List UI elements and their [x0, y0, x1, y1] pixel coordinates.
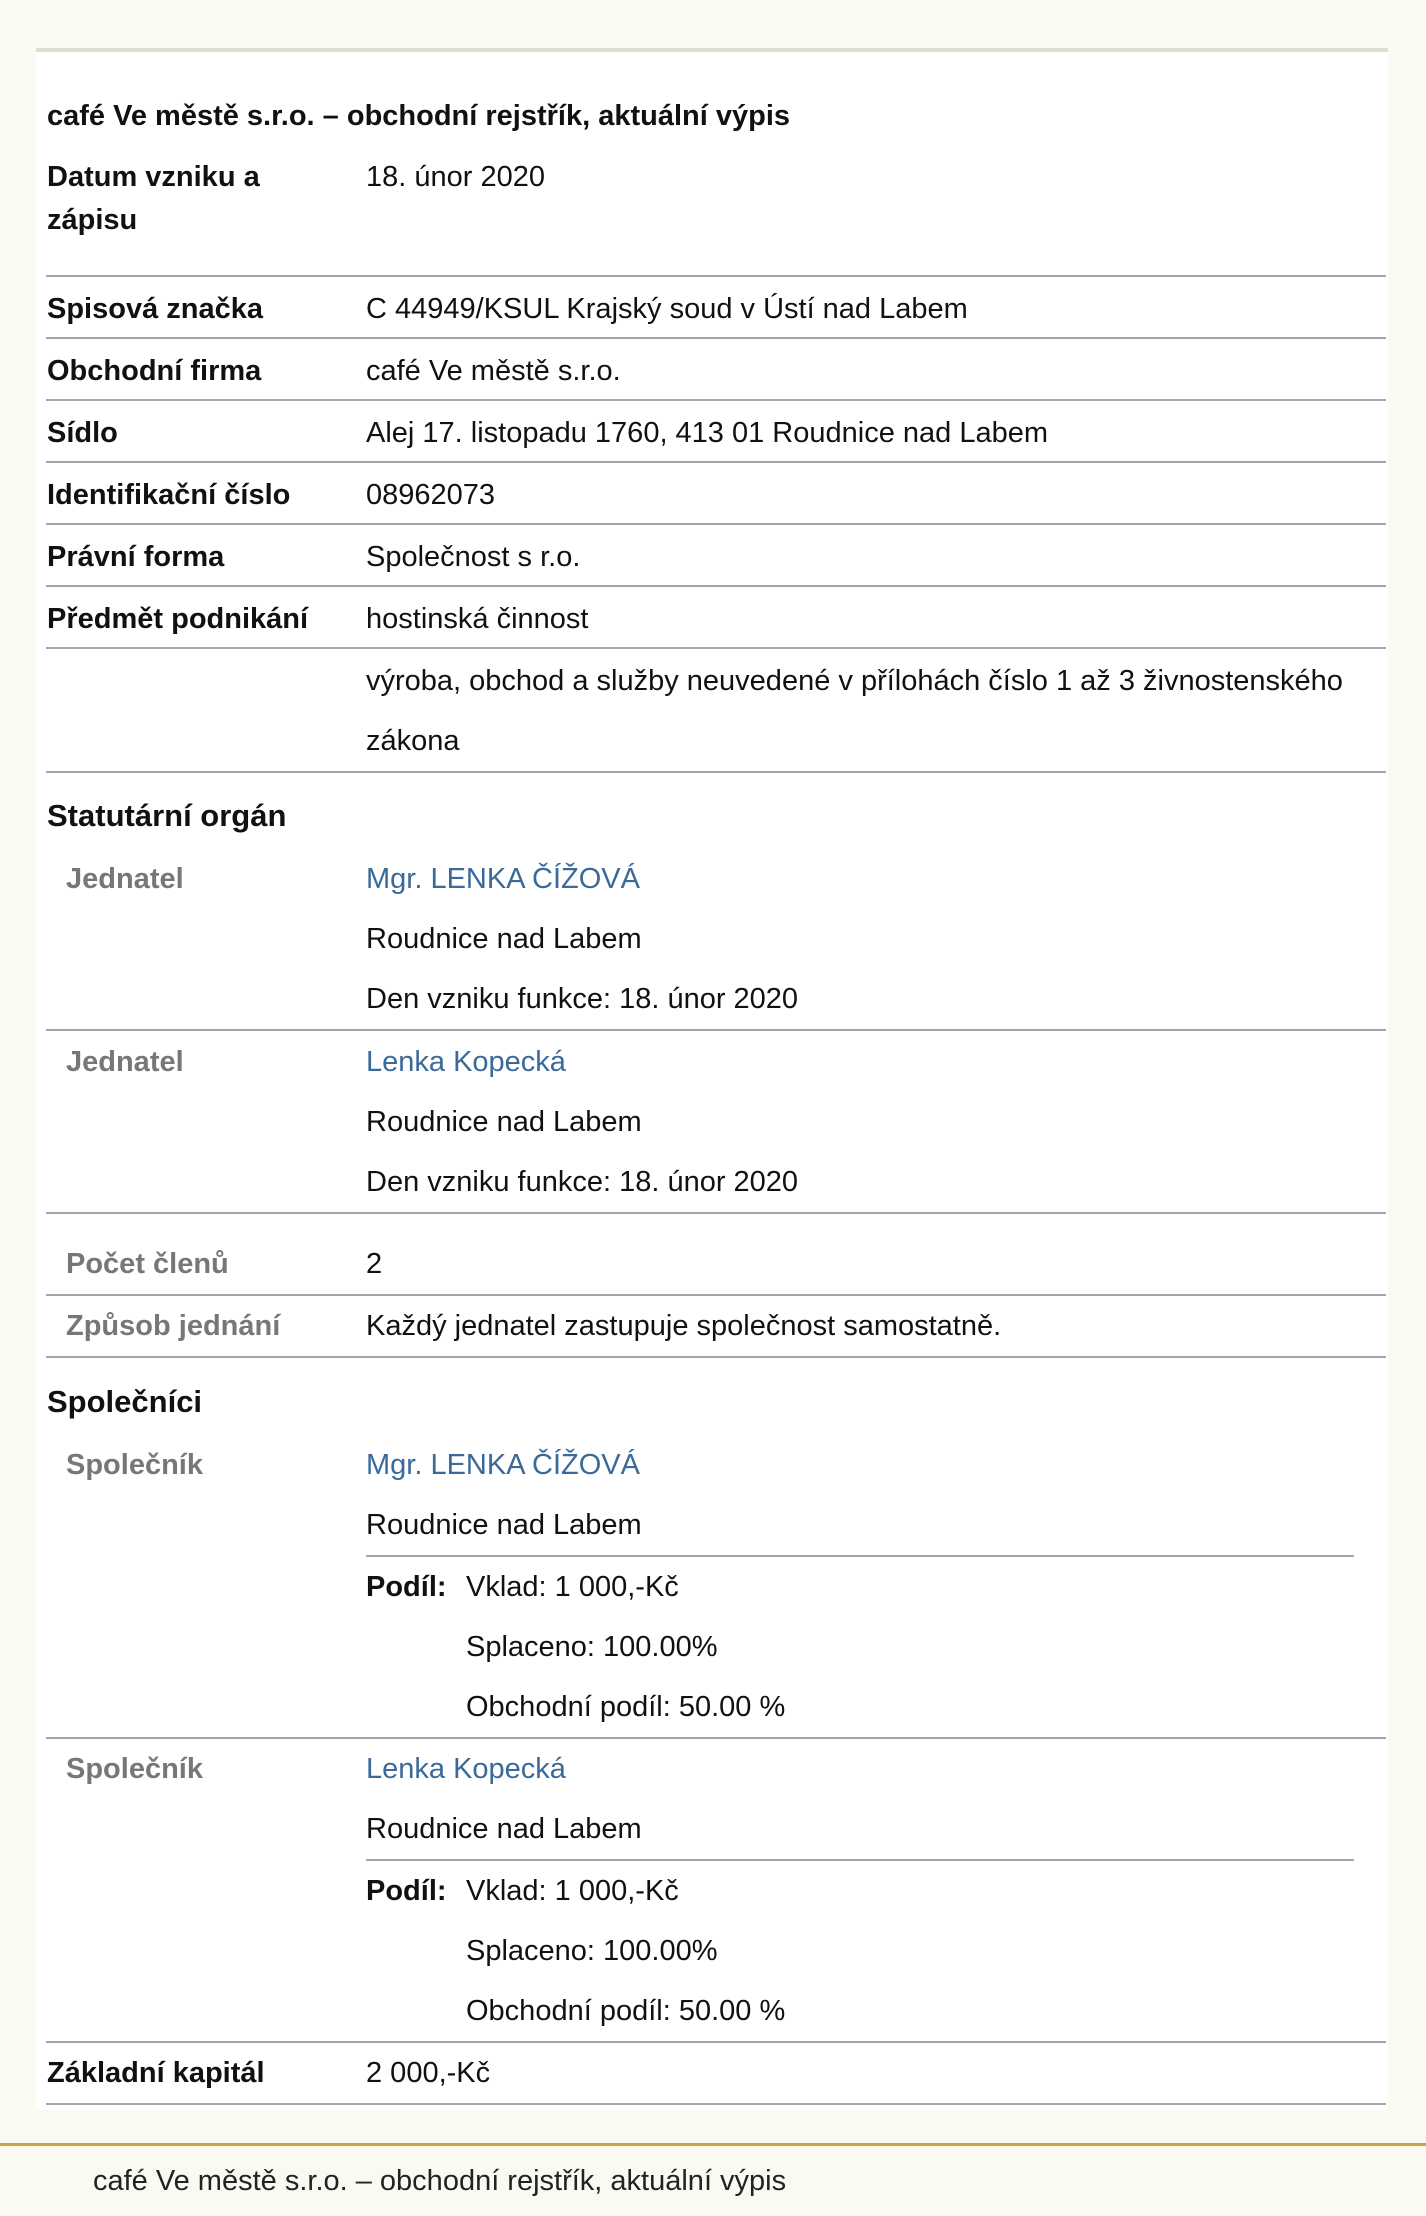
divider	[46, 275, 1386, 277]
value-pravni-forma: Společnost s r.o.	[366, 541, 581, 573]
divider	[46, 647, 1386, 649]
podil-label: Podíl:	[366, 1571, 447, 1603]
label-sidlo: Sídlo	[47, 417, 118, 449]
podil-vklad: Vklad: 1 000,-Kč	[466, 1875, 679, 1907]
value-predmet-podnikani-1: hostinská činnost	[366, 603, 589, 635]
label-zpusob-jednani: Způsob jednání	[66, 1310, 281, 1342]
label-predmet-podnikani: Předmět podnikání	[47, 603, 309, 635]
divider	[46, 2103, 1386, 2105]
divider	[46, 399, 1386, 401]
spolecnik-place: Roudnice nad Labem	[366, 1509, 642, 1541]
podil-label: Podíl:	[366, 1875, 447, 1907]
divider	[46, 461, 1386, 463]
value-zpusob-jednani: Každý jednatel zastupuje společnost samostatně.	[366, 1310, 1002, 1342]
value-predmet-podnikani-2: výroba, obchod a služby neuvedené v přílohách číslo 1 až 3 živnostenského zákona	[366, 665, 1343, 757]
spolecnik-name-link[interactable]: Lenka Kopecká	[366, 1753, 566, 1785]
label-spolecnik: Společník	[66, 1753, 203, 1785]
podil-splaceno: Splaceno: 100.00%	[466, 1631, 718, 1663]
label-jednatel: Jednatel	[66, 1046, 184, 1078]
value-spisova-znacka: C 44949/KSUL Krajský soud v Ústí nad Labem	[366, 293, 968, 325]
value-datum-vzniku: 18. únor 2020	[366, 161, 545, 193]
divider	[46, 1356, 1386, 1358]
label-identifikacni-cislo: Identifikační číslo	[47, 479, 291, 511]
divider	[46, 337, 1386, 339]
jednatel-place: Roudnice nad Labem	[366, 1106, 642, 1138]
divider	[46, 771, 1386, 773]
register-extract-card	[36, 48, 1388, 2110]
spolecnik-place: Roudnice nad Labem	[366, 1813, 642, 1845]
page-title: café Ve městě s.r.o. – obchodní rejstřík, aktuální výpis	[47, 100, 791, 132]
value-identifikacni-cislo: 08962073	[366, 479, 496, 511]
podil-vklad: Vklad: 1 000,-Kč	[466, 1571, 679, 1603]
divider	[46, 1737, 1386, 1739]
label-spolecnik: Společník	[66, 1449, 203, 1481]
label-jednatel: Jednatel	[66, 863, 184, 895]
label-datum-vzniku: Datum vzniku a zápisu	[47, 161, 260, 236]
spolecnik-name-link[interactable]: Mgr. LENKA ČÍŽOVÁ	[366, 1449, 640, 1481]
section-spolecnici: Společníci	[47, 1384, 203, 1419]
value-zakladni-kapital: 2 000,-Kč	[366, 2057, 491, 2089]
podil-splaceno: Splaceno: 100.00%	[466, 1935, 718, 1967]
label-obchodni-firma: Obchodní firma	[47, 355, 262, 387]
divider	[46, 1029, 1386, 1031]
jednatel-funkce: Den vzniku funkce: 18. únor 2020	[366, 1166, 799, 1198]
footer-divider	[0, 2143, 1426, 2146]
podil-obchodni: Obchodní podíl: 50.00 %	[466, 1995, 786, 2027]
label-pocet-clenu: Počet členů	[66, 1248, 229, 1280]
label-pravni-forma: Právní forma	[47, 541, 225, 573]
jednatel-funkce: Den vzniku funkce: 18. únor 2020	[366, 983, 799, 1015]
value-obchodni-firma: café Ve městě s.r.o.	[366, 355, 621, 387]
label-spisova-znacka: Spisová značka	[47, 293, 263, 325]
jednatel-name-link[interactable]: Lenka Kopecká	[366, 1046, 566, 1078]
value-sidlo: Alej 17. listopadu 1760, 413 01 Roudnice nad Labem	[366, 417, 1049, 449]
jednatel-name-link[interactable]: Mgr. LENKA ČÍŽOVÁ	[366, 863, 640, 895]
divider	[46, 523, 1386, 525]
value-pocet-clenu: 2	[366, 1248, 383, 1280]
section-statutarni-organ: Statutární orgán	[47, 798, 287, 833]
divider	[46, 585, 1386, 587]
footer-title: café Ve městě s.r.o. – obchodní rejstřík, aktuální výpis	[93, 2165, 787, 2197]
label-zakladni-kapital: Základní kapitál	[47, 2057, 265, 2089]
divider	[46, 1212, 1386, 1214]
podil-obchodni: Obchodní podíl: 50.00 %	[466, 1691, 786, 1723]
jednatel-place: Roudnice nad Labem	[366, 923, 642, 955]
